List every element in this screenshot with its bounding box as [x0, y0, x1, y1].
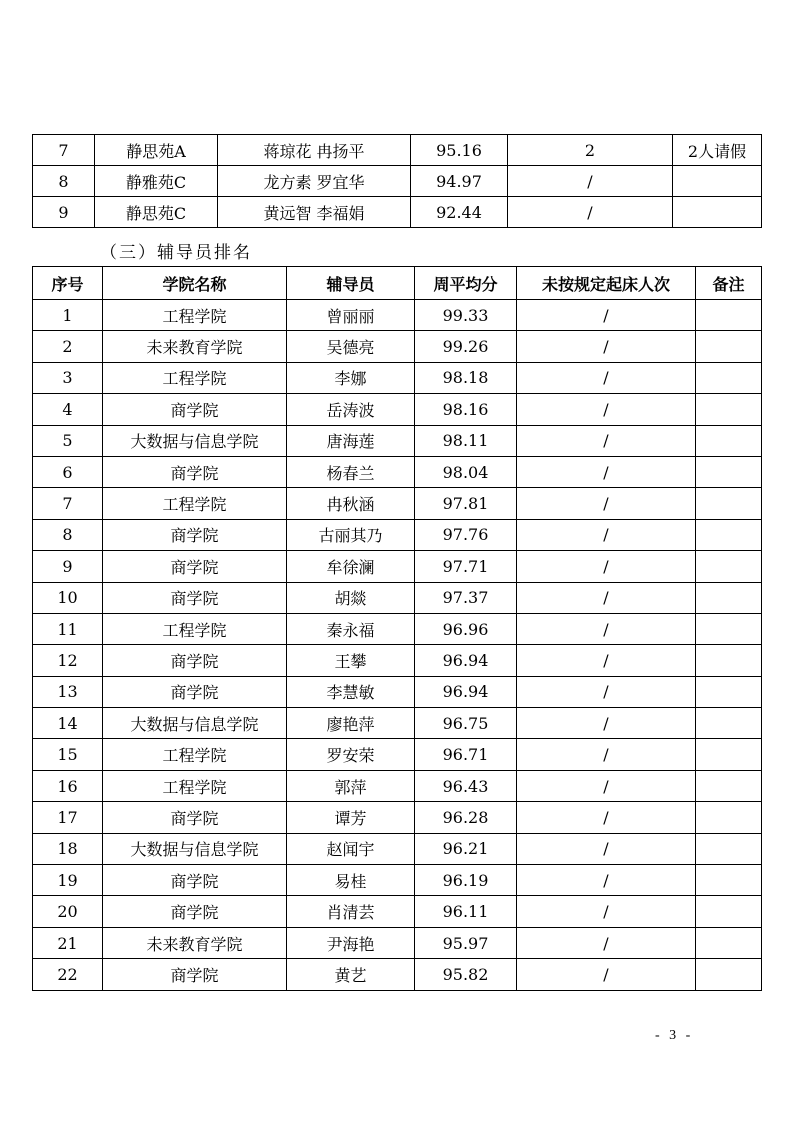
cell-index: 8: [33, 166, 95, 197]
cell-weekly-average: 96.43: [415, 770, 517, 801]
table-row: [33, 197, 762, 228]
cell-remarks: [696, 300, 762, 331]
cell-late-count: /: [517, 582, 696, 613]
cell-index: 21: [33, 927, 103, 958]
cell-index: 7: [33, 135, 95, 166]
cell-index: 11: [33, 613, 103, 644]
cell-late-count: /: [517, 519, 696, 550]
cell-weekly-average: 96.19: [415, 865, 517, 896]
table-row: [33, 865, 762, 896]
cell-weekly-average: 98.16: [415, 394, 517, 425]
cell-remarks: [696, 865, 762, 896]
cell-counselor: 尹海艳: [287, 927, 415, 958]
table-row: [33, 613, 762, 644]
cell-college: 商学院: [103, 456, 287, 487]
cell-weekly-average: 98.11: [415, 425, 517, 456]
cell-remarks: [673, 197, 762, 228]
cell-late-count: /: [517, 362, 696, 393]
cell-college: 工程学院: [103, 770, 287, 801]
table-row: [33, 645, 762, 676]
cell-late-count: /: [517, 739, 696, 770]
cell-remarks: [696, 613, 762, 644]
cell-counselor: 古丽其乃: [287, 519, 415, 550]
cell-college: 商学院: [103, 959, 287, 990]
cell-late-count: /: [517, 613, 696, 644]
cell-late-count: /: [517, 676, 696, 707]
cell-index: 4: [33, 394, 103, 425]
cell-counselor: 吴德亮: [287, 331, 415, 362]
cell-late-count: /: [508, 197, 673, 228]
cell-remarks: [696, 802, 762, 833]
cell-weekly-average: 96.94: [415, 676, 517, 707]
cell-counselor: 罗安荣: [287, 739, 415, 770]
table-row: [33, 456, 762, 487]
cell-college: 商学院: [103, 865, 287, 896]
page-number: - 3 -: [655, 1028, 694, 1043]
cell-index: 10: [33, 582, 103, 613]
cell-counselor: 唐海莲: [287, 425, 415, 456]
cell-counselor: 谭芳: [287, 802, 415, 833]
cell-dorm: 静思苑A: [95, 135, 218, 166]
cell-index: 2: [33, 331, 103, 362]
cell-counselor: 李慧敏: [287, 676, 415, 707]
cell-index: 6: [33, 456, 103, 487]
cell-college: 商学院: [103, 551, 287, 582]
cell-weekly-average: 96.94: [415, 645, 517, 676]
dorm-ranking-table-body: [33, 135, 762, 228]
table-row: [33, 331, 762, 362]
cell-remarks: 2人请假: [673, 135, 762, 166]
cell-index: 19: [33, 865, 103, 896]
cell-late-count: /: [517, 331, 696, 362]
cell-college: 工程学院: [103, 613, 287, 644]
cell-college: 未来教育学院: [103, 927, 287, 958]
table-row: [33, 739, 762, 770]
cell-index: 17: [33, 802, 103, 833]
cell-college: 商学院: [103, 394, 287, 425]
cell-remarks: [696, 331, 762, 362]
cell-remarks: [696, 645, 762, 676]
cell-remarks: [696, 362, 762, 393]
cell-college: 大数据与信息学院: [103, 833, 287, 864]
cell-counselor: 肖清芸: [287, 896, 415, 927]
cell-counselor: 岳涛波: [287, 394, 415, 425]
cell-index: 1: [33, 300, 103, 331]
cell-index: 3: [33, 362, 103, 393]
cell-college: 工程学院: [103, 739, 287, 770]
cell-counselor: 牟徐澜: [287, 551, 415, 582]
cell-remarks: [696, 425, 762, 456]
cell-college: 商学院: [103, 802, 287, 833]
cell-counselor: 胡燚: [287, 582, 415, 613]
table-row: [33, 519, 762, 550]
cell-college: 大数据与信息学院: [103, 425, 287, 456]
table-row: [33, 488, 762, 519]
cell-counselor: 廖艳萍: [287, 708, 415, 739]
cell-weekly-average: 97.37: [415, 582, 517, 613]
cell-late-count: /: [517, 488, 696, 519]
header-weekly-average: 周平均分: [415, 267, 517, 300]
cell-remarks: [673, 166, 762, 197]
cell-weekly-average: 96.28: [415, 802, 517, 833]
cell-index: 14: [33, 708, 103, 739]
table-row: [33, 676, 762, 707]
cell-counselor: 李娜: [287, 362, 415, 393]
counselor-ranking-table-body: [33, 300, 762, 991]
cell-index: 5: [33, 425, 103, 456]
cell-late-count: /: [517, 300, 696, 331]
cell-counselor: 赵闻宇: [287, 833, 415, 864]
cell-counselor: 冉秋涵: [287, 488, 415, 519]
cell-late-count: /: [508, 166, 673, 197]
counselor-ranking-table: [32, 266, 762, 991]
table-header-row: [33, 267, 762, 300]
cell-remarks: [696, 739, 762, 770]
table-row: [33, 959, 762, 990]
table-row: [33, 551, 762, 582]
cell-late-count: /: [517, 770, 696, 801]
cell-remarks: [696, 896, 762, 927]
cell-weekly-average: 98.18: [415, 362, 517, 393]
cell-dorm: 静思苑C: [95, 197, 218, 228]
cell-members: 黄远智 李福娟: [218, 197, 411, 228]
cell-college: 大数据与信息学院: [103, 708, 287, 739]
cell-index: 8: [33, 519, 103, 550]
cell-weekly-average: 95.82: [415, 959, 517, 990]
cell-counselor: 曾丽丽: [287, 300, 415, 331]
cell-college: 未来教育学院: [103, 331, 287, 362]
cell-college: 商学院: [103, 645, 287, 676]
cell-counselor: 黄艺: [287, 959, 415, 990]
cell-college: 商学院: [103, 582, 287, 613]
table-row: [33, 394, 762, 425]
cell-remarks: [696, 488, 762, 519]
cell-weekly-average: 97.81: [415, 488, 517, 519]
table-row: [33, 135, 762, 166]
dorm-ranking-table-continued: [32, 134, 762, 228]
cell-late-count: /: [517, 645, 696, 676]
cell-remarks: [696, 582, 762, 613]
header-counselor: 辅导员: [287, 267, 415, 300]
cell-college: 商学院: [103, 519, 287, 550]
table-row: [33, 802, 762, 833]
cell-counselor: 秦永福: [287, 613, 415, 644]
cell-index: 9: [33, 551, 103, 582]
cell-weekly-average: 96.11: [415, 896, 517, 927]
cell-late-count: /: [517, 456, 696, 487]
cell-weekly-average: 97.76: [415, 519, 517, 550]
cell-counselor: 易桂: [287, 865, 415, 896]
cell-weekly-average: 94.97: [411, 166, 508, 197]
section-title: （三）辅导员排名: [100, 243, 252, 263]
cell-remarks: [696, 959, 762, 990]
cell-index: 13: [33, 676, 103, 707]
cell-weekly-average: 98.04: [415, 456, 517, 487]
cell-weekly-average: 96.96: [415, 613, 517, 644]
cell-weekly-average: 95.97: [415, 927, 517, 958]
header-index: 序号: [33, 267, 103, 300]
cell-college: 工程学院: [103, 488, 287, 519]
cell-weekly-average: 99.33: [415, 300, 517, 331]
cell-late-count: /: [517, 425, 696, 456]
cell-late-count: /: [517, 708, 696, 739]
cell-remarks: [696, 394, 762, 425]
cell-late-count: /: [517, 551, 696, 582]
cell-remarks: [696, 676, 762, 707]
header-college: 学院名称: [103, 267, 287, 300]
table-row: [33, 362, 762, 393]
table-row: [33, 166, 762, 197]
cell-index: 16: [33, 770, 103, 801]
cell-remarks: [696, 519, 762, 550]
cell-index: 12: [33, 645, 103, 676]
cell-index: 9: [33, 197, 95, 228]
cell-index: 7: [33, 488, 103, 519]
cell-weekly-average: 96.71: [415, 739, 517, 770]
cell-counselor: 杨春兰: [287, 456, 415, 487]
cell-counselor: 王攀: [287, 645, 415, 676]
cell-college: 商学院: [103, 676, 287, 707]
cell-weekly-average: 99.26: [415, 331, 517, 362]
cell-late-count: /: [517, 927, 696, 958]
table-row: [33, 927, 762, 958]
table-row: [33, 300, 762, 331]
cell-weekly-average: 97.71: [415, 551, 517, 582]
cell-remarks: [696, 833, 762, 864]
cell-index: 20: [33, 896, 103, 927]
cell-weekly-average: 96.21: [415, 833, 517, 864]
cell-remarks: [696, 551, 762, 582]
table-row: [33, 708, 762, 739]
cell-late-count: /: [517, 865, 696, 896]
cell-college: 工程学院: [103, 300, 287, 331]
cell-late-count: 2: [508, 135, 673, 166]
header-late-wakeup-count: 未按规定起床人次: [517, 267, 696, 300]
cell-dorm: 静雅苑C: [95, 166, 218, 197]
cell-college: 商学院: [103, 896, 287, 927]
cell-remarks: [696, 770, 762, 801]
cell-late-count: /: [517, 833, 696, 864]
cell-members: 蒋琼花 冉扬平: [218, 135, 411, 166]
table-row: [33, 425, 762, 456]
cell-remarks: [696, 708, 762, 739]
cell-counselor: 郭萍: [287, 770, 415, 801]
cell-late-count: /: [517, 394, 696, 425]
cell-index: 18: [33, 833, 103, 864]
cell-weekly-average: 95.16: [411, 135, 508, 166]
cell-members: 龙方素 罗宜华: [218, 166, 411, 197]
table-row: [33, 582, 762, 613]
cell-weekly-average: 92.44: [411, 197, 508, 228]
cell-remarks: [696, 927, 762, 958]
cell-index: 22: [33, 959, 103, 990]
table-row: [33, 896, 762, 927]
cell-remarks: [696, 456, 762, 487]
cell-late-count: /: [517, 959, 696, 990]
cell-late-count: /: [517, 802, 696, 833]
table-row: [33, 833, 762, 864]
header-remarks: 备注: [696, 267, 762, 300]
cell-college: 工程学院: [103, 362, 287, 393]
table-row: [33, 770, 762, 801]
cell-index: 15: [33, 739, 103, 770]
cell-late-count: /: [517, 896, 696, 927]
cell-weekly-average: 96.75: [415, 708, 517, 739]
